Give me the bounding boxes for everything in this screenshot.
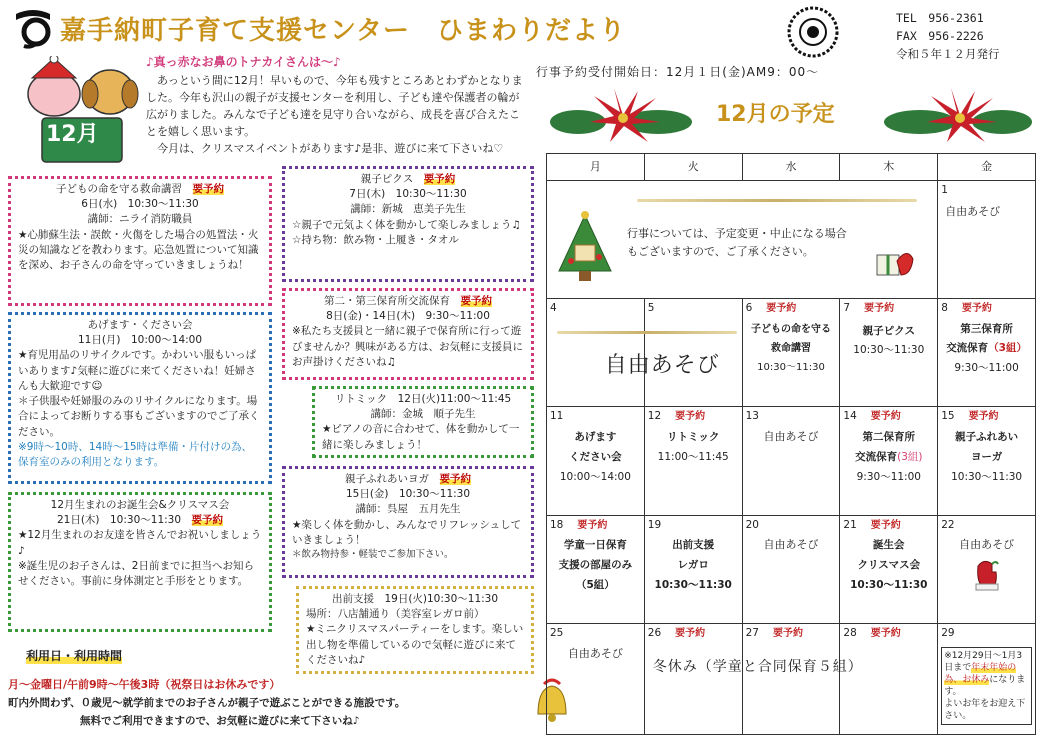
rhythmic-desc: ★ピアノの音に合わせて、体を動かして一緒に楽しみましょう！ [322,423,520,451]
day-25-number: 25 [550,627,564,640]
day-20-cell [742,515,840,623]
day-6-required: 要予約 [766,303,797,315]
yoga-required: 要予約 [439,473,471,485]
day-4-number: 4 [550,302,557,315]
calendar-week-4 [547,515,1036,623]
logo [12,8,54,50]
free-play-big: 自由あそび [604,353,720,379]
agemasu-desc-2: ＊子供服や妊婦服のみのリサイクルになります。場合によってお断りする事もございますのでご了承ください。 [18,395,260,438]
yoga-box [282,466,534,578]
poinsettia-right-icon [880,86,1036,149]
calendar-banner: 12月の予定 [716,102,835,127]
day-27-cell [742,624,840,735]
day-14-number: 14 [843,410,857,423]
day-25-cell [547,624,645,735]
intro-paragraph-1: あっという間に12月！早いもので、今年も残すところあとわずかとなりました。今年も沢山の親子が支援センターを利用し、子ども達や保護者の輪が広がりました。みんなで子ども達を見守り合いながら、成長を喜び合えたことを嬉しく思います。 [146,74,523,139]
day-11-number: 11 [550,410,564,423]
picnic-required: 要予約 [423,173,456,185]
notice-cell [547,181,938,299]
agemasu-desc-1: ★育児用品のリサイクルです。かわいい服もいっぱいあります♪気軽に遊びに来てくださいね！妊婦さんも大歓迎です☺ [18,349,257,392]
garland-decoration [637,199,917,202]
day-25-event: 自由あそび [567,646,623,660]
birthday-date: 21日(木) 10:30～11:30 [56,514,182,527]
day-1-cell [938,181,1036,299]
rhythmic-lecturer: 講師：金城 順子先生 [370,408,476,421]
intro-subtitle: ♪真っ赤なお鼻のトナカイさんは～♪ [146,55,341,69]
day-15-event: 親子ふれあい ヨーガ 10:30～11:30 [951,430,1023,483]
day-28-number: 28 [843,627,857,640]
birthday-desc-1: ★12月生まれのお友達を皆さんでお祝いしましょう♪ [18,529,262,557]
usage-hours [8,678,280,693]
agemasu-date: 11日(月) 10:00～14:00 [77,334,203,347]
usage-heading: 利用日・利用時間 [26,649,123,663]
issue-date: 令和５年１２月発行 [896,46,1000,61]
day-20-event: 自由あそび [763,538,819,552]
day-19-cell [644,515,742,623]
day-7-required: 要予約 [864,303,895,315]
day-14-required: 要予約 [870,411,901,423]
day-18-number: 18 [550,518,564,531]
day-1-event: 自由あそび [945,205,1001,219]
weekday-tue: 火 [644,154,742,181]
weekday-wed: 水 [742,154,840,181]
fax-number: FAX 956-2226 [896,28,984,43]
day-21-event: 誕生会 クリスマス会 10:30～11:30 [850,539,928,592]
day-5-cell [604,299,742,407]
day-5-number: 5 [647,302,655,315]
day-29-cell [938,624,1036,735]
day-22-number: 22 [941,518,955,531]
day-26-required: 要予約 [675,628,706,640]
day-8-number: 8 [941,302,948,315]
winter-break-label: 冬休み（学童と合同保育５組） [652,659,863,676]
outreach-place: 場所：八店舗通り（美容室レガロ前） [306,608,485,621]
picnic-items: ☆持ち物：飲み物・上履き・タオル [292,233,459,246]
calendar-table [546,153,1036,735]
picnic-desc: ☆親子で元気よく体を動かして楽しみましょう♫ [292,218,521,231]
day-13-number: 13 [745,410,759,423]
day-15-required: 要予約 [968,411,999,423]
birthday-required: 要予約 [191,514,224,527]
contact-info [896,10,1000,63]
rhythmic-title: リトミック 12日(火)11:00～11:45 [334,393,512,405]
day-1-number: 1 [941,184,948,196]
outreach-box [296,586,534,674]
outreach-title: 出前支援 19日(火)10:30～11:30 [331,593,499,605]
usage-hours-a: 月～金曜日/午前9時～午後3時 [8,678,160,691]
exchange-date: 8日(金)・14日(木) 9:30～11:00 [326,310,490,323]
calendar-week-1 [547,181,1036,299]
agemasu-title: あげます・ください会 [87,319,193,331]
weekday-thu: 木 [840,154,938,181]
day-7-event: 親子ピクス 10:30～11:30 [853,324,925,357]
day-12-number: 12 [647,410,662,423]
first-aid-title: 子どもの命を守る救命講習 [56,183,182,195]
day-21-number: 21 [843,518,857,531]
day-19-event: 出前支援 レガロ 10:30～11:30 [654,539,732,591]
first-aid-required: 要予約 [192,183,224,195]
day-12-event: リトミック 11:00～11:45 [657,430,729,463]
first-aid-box [8,176,272,306]
usage-line-2: 町内外問わず、０歳児～就学前までのお子さんが親子で遊ぶことができる施設です。 [8,697,406,709]
weekday-fri: 金 [938,154,1036,181]
gift-icon [875,245,915,283]
picnic-title: 親子ピクス [360,173,414,185]
holiday-notice: ※12月29日～1月3日まで年末年始の為、お休みになります。 よいお年をお迎え下さい。 [941,647,1032,726]
day-18-cell [547,515,645,623]
yoga-title: 親子ふれあいヨガ [345,473,429,485]
calendar-notice: 行事については、予定変更・中止になる場合もございますので、ご了承ください。 [627,227,847,258]
newsletter-title: 嘉手納町子育て支援センター ひまわりだより [60,16,626,46]
day-11-cell [547,407,645,515]
day-11-event: あげます ください会 10:00～14:00 [559,430,631,483]
agemasu-note: ※9時～10時、14時～15時は準備・片付けの為、保育室のみの利用となります。 [18,440,253,468]
day-7-number: 7 [843,302,851,315]
day-14-cell [840,407,938,515]
first-aid-date: 6日(水) 10:30～11:30 [81,198,199,211]
agemasu-box [8,312,272,484]
weekday-mon: 月 [547,154,645,181]
birthday-box [8,492,272,632]
yoga-lecturer: 講師：呉屋 五月先生 [355,503,461,516]
day-18-required: 要予約 [577,519,608,531]
center-emblem-icon [786,5,840,59]
birthday-title: 12月生まれのお誕生会&クリスマス会 [50,499,230,511]
outreach-desc: ★ミニクリスマスパーティーをします。楽しい出し物を準備しているので気軽に遊びに来てくださいね♪ [306,623,524,666]
day-6-cell [742,299,840,407]
usage-line-3: 無料でご利用できますので、お気軽に遊びに来て下さいね♪ [80,715,360,727]
day-12-cell [644,407,742,515]
usage-hours-b: （祝祭日はお休みです） [159,678,281,691]
day-18-event: 学童一日保育 支援の部屋のみ （5組） [558,539,633,592]
reservation-notice: 行事予約受付開始日：12月１日(金)AM9：00～ [536,65,820,79]
day-15-number: 15 [941,410,955,423]
exchange-required: 要予約 [460,295,492,307]
calendar-week-3 [547,407,1036,515]
day-27-required: 要予約 [772,628,803,640]
day-21-cell [840,515,938,623]
yoga-items: ＊飲み物持参・軽装でご参加下さい。 [292,549,454,561]
first-aid-lecturer: 講師：ニライ消防職員 [87,213,193,226]
day-21-required: 要予約 [870,519,901,531]
day-22-cell [938,515,1036,623]
birthday-desc-2: ※誕生児のお子さんは、2日前までに担当へお知らせください。事前に身体測定と手形をとります。 [18,559,254,588]
exchange-box [282,288,534,380]
calendar-header-row [547,154,1036,181]
picnic-date: 7日(木) 10:30～11:30 [349,188,467,201]
poinsettia-left-icon [548,86,698,149]
day-28-required: 要予約 [870,628,901,640]
day-22-event: 自由あそび [959,538,1015,552]
day-27-number: 27 [745,627,759,640]
intro-text [146,72,530,157]
day-19-number: 19 [647,518,662,531]
day-13-event: 自由あそび [763,429,819,443]
exchange-title: 第二・第三保育所交流保育 [324,295,450,307]
tel-number: TEL 956-2361 [896,11,984,25]
month-tag: 12月 [46,122,99,147]
rhythmic-box [312,386,534,458]
day-13-cell [742,407,840,515]
day-28-cell [840,624,938,735]
day-7-cell [840,299,938,407]
day-6-event: 子どもの命を守る 救命講習 10:30～11:30 [750,323,831,373]
day-14-event: 第二保育所 交流保育(3組) 9:30～11:00 [855,430,923,483]
calendar-week-5 [547,624,1036,735]
day-15-cell [938,407,1036,515]
yoga-desc: ★楽しく体を動かし、みんなでリフレッシュしていきましょう！ [292,518,522,546]
picnic-box [282,166,534,282]
day-20-number: 20 [745,518,759,531]
town-emblem-icon [12,8,54,50]
day-29-number: 29 [941,627,955,640]
calendar-week-2 [547,299,1036,407]
day-8-cell [938,299,1036,407]
mitten-icon [941,558,1032,596]
day-12-required: 要予約 [675,411,706,423]
day-26-number: 26 [647,627,662,640]
day-8-required: 要予約 [961,303,992,315]
yoga-date: 15日(金) 10:30～11:30 [345,488,471,501]
exchange-desc: ※私たち支援員と一緒に親子で保育所に行って遊びませんか？興味がある方は、お気軽に支援員にお声掛けくださいね♫ [292,325,523,368]
picnic-lecturer: 講師：新城 恵美子先生 [350,203,466,216]
first-aid-desc: ★心肺蘇生法・誤飲・火傷をした場合の処置法・火災の知識などを教わります。応急処置について知識を深め、お子さんの命を守っていきましょうね！ [18,228,259,272]
day-6-number: 6 [745,302,753,315]
day-8-event: 第三保育所 交流保育（3組） 9:30～11:00 [946,322,1027,375]
intro-paragraph-2: 今月は、クリスマスイベントがあります♪是非、遊びに来て下さいね♡ [157,142,504,156]
tree-icon [555,211,615,289]
